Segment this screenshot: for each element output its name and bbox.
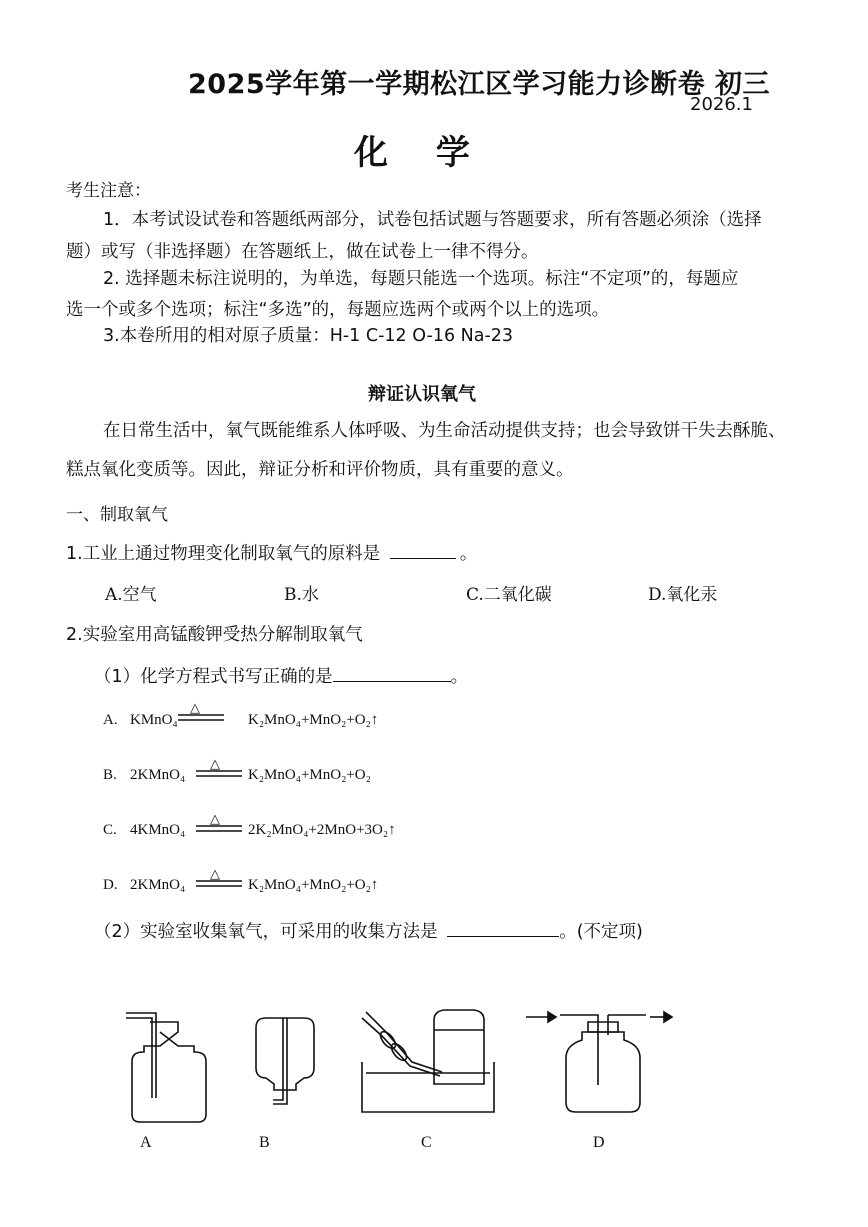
equation-d-equals (196, 881, 242, 886)
equation-d-product: K₂MnO₄+MnO₂+O₂↑ (248, 877, 379, 893)
question-1-option-c: C.二氧化碳 (466, 585, 552, 605)
figure-label-d: D (593, 1134, 605, 1151)
question-1-option-b: B.水 (284, 585, 319, 605)
part-heading: 一、制取氧气 (66, 505, 168, 525)
exam-date: 2026.1 (690, 94, 753, 115)
figure-label-c: C (421, 1134, 432, 1151)
question-2-sub-1-end: 。 (450, 667, 469, 687)
equation-c-reactant: 4KMnO₄ (130, 822, 186, 838)
equation-d-condition: △ (210, 866, 220, 881)
equation-c-label: C. (103, 822, 117, 838)
equation-d-reactant: 2KMnO₄ (130, 877, 186, 893)
question-2-sub-2-end: 。(不定项) (559, 922, 643, 942)
equation-c-product: 2K₂MnO₄+2MnO+3O₂↑ (248, 822, 396, 838)
equation-b-equals (196, 771, 242, 776)
question-1-end: 。 (459, 544, 478, 564)
equation-a-equals (178, 715, 224, 720)
notice-heading: 考生注意： (66, 181, 151, 201)
question-1-text: 1.工业上通过物理变化制取氧气的原料是 (66, 544, 381, 564)
equation-a-reactant: KMnO₄ (130, 712, 178, 728)
equation-c-equals (196, 826, 242, 831)
equation-a-condition: △ (190, 700, 200, 715)
equation-a-label: A. (103, 712, 118, 728)
equation-b-label: B. (103, 767, 117, 783)
equation-b-reactant: 2KMnO₄ (130, 767, 186, 783)
question-2-sub-2-text: （2）实验室收集氧气，可采用的收集方法是 (94, 922, 438, 942)
exam-title: 2025学年第一学期松江区学习能力诊断卷 初三 (188, 69, 771, 100)
notice-item-2-line-1: 2. 选择题未标注说明的，为单选，每题只能选一个选项。标注“不定项”的，每题应 (103, 269, 739, 289)
equation-c-condition: △ (210, 811, 220, 826)
question-2-sub-1-text: （1）化学方程式书写正确的是 (94, 667, 333, 687)
section-title: 辩证认识氧气 (368, 384, 476, 405)
question-1-option-d: D.氧化汞 (648, 585, 718, 605)
intro-line-2: 糕点氧化变质等。因此，辩证分析和评价物质，具有重要的意义。 (66, 460, 574, 480)
figure-label-a: A (140, 1134, 152, 1151)
question-2-stem: 2.实验室用高锰酸钾受热分解制取氧气 (66, 625, 363, 645)
apparatus-b-bottle (256, 1018, 314, 1104)
question-1-option-a: A.空气 (105, 585, 157, 605)
notice-item-3: 3.本卷所用的相对原子质量：H-1 C-12 O-16 Na-23 (103, 326, 514, 346)
equation-d-label: D. (103, 877, 118, 893)
apparatus-d-bottle (526, 1012, 672, 1112)
notice-item-1-line-1: 1．本考试设试卷和答题纸两部分，试卷包括试题与答题要求，所有答题必须涂（选择 (103, 210, 762, 230)
subject-title: 化 学 (354, 133, 488, 173)
equation-b-product: K₂MnO₄+MnO₂+O₂ (248, 767, 371, 783)
apparatus-a-bottle (126, 1013, 206, 1122)
equation-b-condition: △ (210, 756, 220, 771)
notice-item-2-line-2: 选一个或多个选项；标注“多选”的，每题应选两个或两个以上的选项。 (66, 300, 610, 320)
figure-label-b: B (259, 1134, 270, 1151)
equation-a-product: K₂MnO₄+MnO₂+O₂↑ (248, 712, 379, 728)
intro-line-1: 在日常生活中，氧气既能维系人体呼吸、为生命活动提供支持；也会导致饼干失去酥脆、 (103, 421, 786, 441)
apparatus-c-trough (362, 1010, 494, 1112)
notice-item-1-line-2: 题）或写（非选择题）在答题纸上，做在试卷上一律不得分。 (66, 242, 539, 262)
